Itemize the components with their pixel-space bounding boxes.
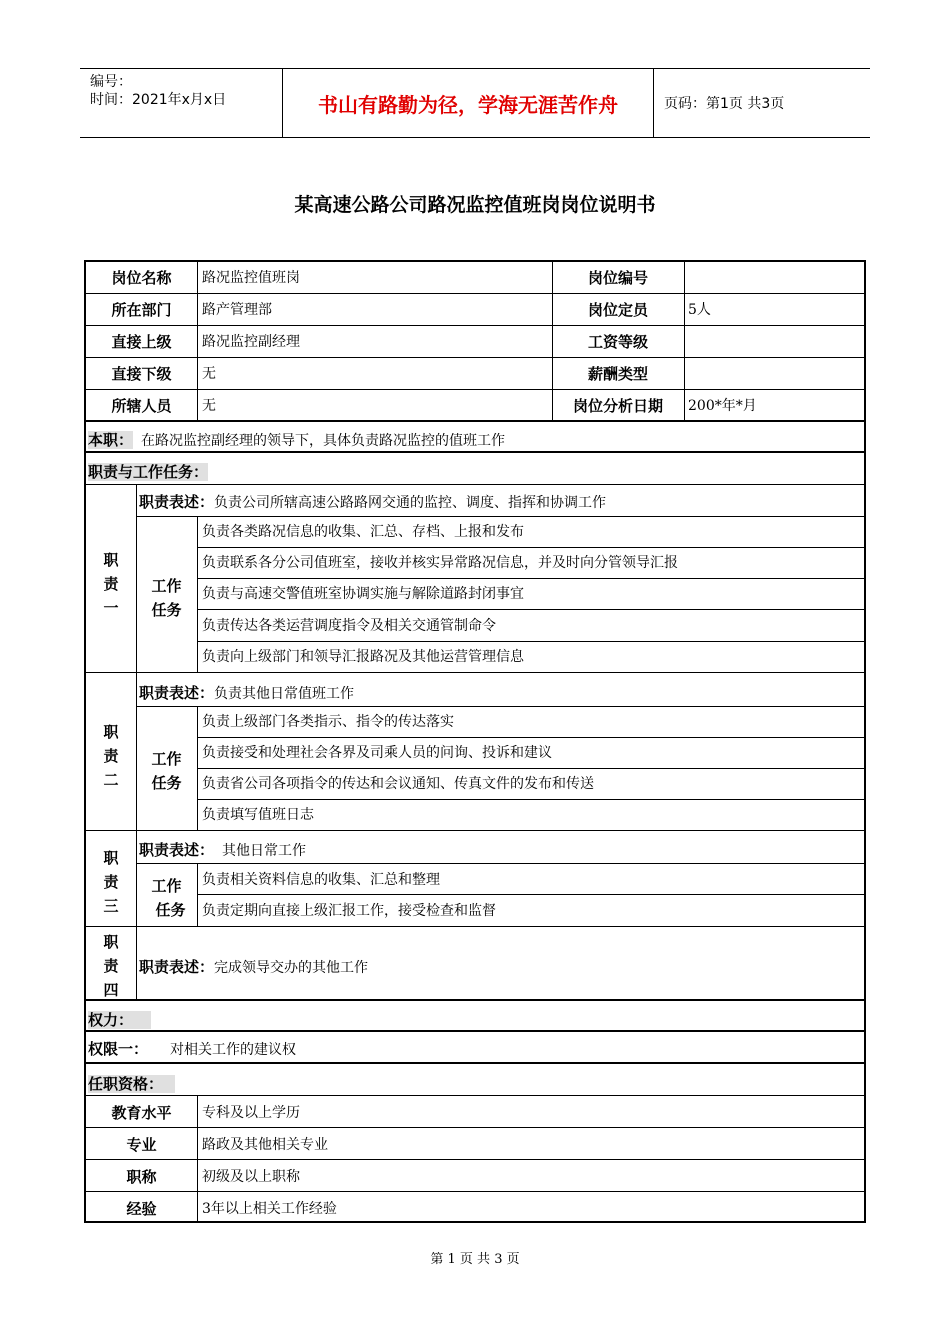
- post-code-label: 岗位编号: [587, 269, 648, 287]
- duty-2-task: 负责填写值班日志: [202, 807, 314, 823]
- duty-4-name: 职 责 四: [103, 933, 119, 999]
- authority-item: 权限一： 对相关工作的建议权: [88, 1040, 297, 1058]
- time-label: 时间：2021年x月x日: [90, 92, 227, 108]
- duty-1-name: 职 责 一: [103, 551, 119, 617]
- duty-2-desc: 职责表述：负责其他日常值班工作: [139, 684, 355, 702]
- duty-3-desc: 职责表述： 其他日常工作: [139, 841, 307, 859]
- duty-4-desc: 职责表述：完成领导交办的其他工作: [139, 958, 369, 976]
- qual-label: 经验: [126, 1200, 157, 1218]
- qual-value: 3年以上相关工作经验: [202, 1201, 337, 1217]
- analysis-date-label: 岗位分析日期: [572, 397, 663, 415]
- qual-label: 职称: [126, 1168, 157, 1186]
- dept-value: 路产管理部: [202, 302, 272, 318]
- subordinate-label: 直接下级: [111, 365, 172, 383]
- superior-value: 路况监控副经理: [202, 334, 300, 350]
- core-label: 本职：: [88, 431, 134, 449]
- page-footer: 第 1 页 共 3 页: [430, 1252, 520, 1267]
- duty-1-task: 负责联系各分公司值班室，接收并核实异常路况信息，并及时向分管领导汇报: [202, 555, 678, 571]
- duty-3-task-label: 工作 任务: [151, 877, 186, 919]
- qual-label: 专业: [126, 1136, 157, 1154]
- duty-2-task-label: 工作 任务: [151, 750, 182, 792]
- core-row: [88, 430, 505, 451]
- document-header: [80, 68, 870, 138]
- duty-1-task: 负责各类路况信息的收集、汇总、存档、上报和发布: [202, 524, 524, 540]
- dept-label: 所在部门: [111, 301, 172, 319]
- duty-2-task: 负责省公司各项指令的传达和会议通知、传真文件的发布和传送: [202, 776, 594, 792]
- analysis-date-value: 200*年*月: [688, 398, 757, 414]
- qualifications-header: 任职资格：: [88, 1074, 175, 1094]
- staff-value: 无: [202, 398, 216, 414]
- header-meta: [80, 69, 282, 137]
- qual-value: 专科及以上学历: [202, 1105, 300, 1121]
- duty-1-task: 负责与高速交警值班室协调实施与解除道路封闭事宜: [202, 586, 524, 602]
- quota-label: 岗位定员: [587, 301, 648, 319]
- staff-label: 所辖人员: [111, 397, 172, 415]
- duty-1-task-label: 工作 任务: [151, 577, 182, 619]
- duty-1-task: 负责向上级部门和领导汇报路况及其他运营管理信息: [202, 649, 524, 665]
- subordinate-value: 无: [202, 366, 216, 382]
- authority-header: 权力：: [88, 1010, 151, 1030]
- page-title: 某高速公路公司路况监控值班岗岗位说明书: [294, 194, 656, 216]
- duty-2-task: 负责接受和处理社会各界及司乘人员的问询、投诉和建议: [202, 745, 552, 761]
- duty-3-task: 负责相关资料信息的收集、汇总和整理: [202, 872, 440, 888]
- code-label: 编号：: [90, 74, 132, 90]
- core-text: 在路况监控副经理的领导下，具体负责路况监控的值班工作: [141, 433, 506, 449]
- grade-label: 工资等级: [587, 333, 648, 351]
- page-label: 页码：第1页 共3页: [664, 96, 785, 112]
- pay-type-label: 薪酬类型: [587, 365, 648, 383]
- duty-1-desc: 职责表述：负责公司所辖高速公路路网交通的监控、调度、指挥和协调工作: [139, 493, 607, 511]
- duties-header: 职责与工作任务：: [88, 463, 209, 481]
- motto: 书山有路勤为径，学海无涯苦作舟: [282, 69, 654, 137]
- duty-3-task: 负责定期向直接上级汇报工作，接受检查和监督: [202, 903, 496, 919]
- qual-value: 初级及以上职称: [202, 1169, 300, 1185]
- qual-label: 教育水平: [111, 1104, 172, 1122]
- duty-2-name: 职 责 二: [103, 723, 119, 789]
- duty-1-task: 负责传达各类运营调度指令及相关交通管制命令: [202, 618, 496, 634]
- job-description-table: [84, 260, 866, 1223]
- duty-2-task: 负责上级部门各类指示、指令的传达落实: [202, 714, 454, 730]
- post-name-label: 岗位名称: [111, 269, 172, 287]
- qual-value: 路政及其他相关专业: [202, 1137, 328, 1153]
- duty-3-name: 职 责 三: [103, 849, 119, 915]
- quota-value: 5人: [688, 302, 711, 318]
- post-name-value: 路况监控值班岗: [202, 270, 300, 286]
- superior-label: 直接上级: [111, 333, 172, 351]
